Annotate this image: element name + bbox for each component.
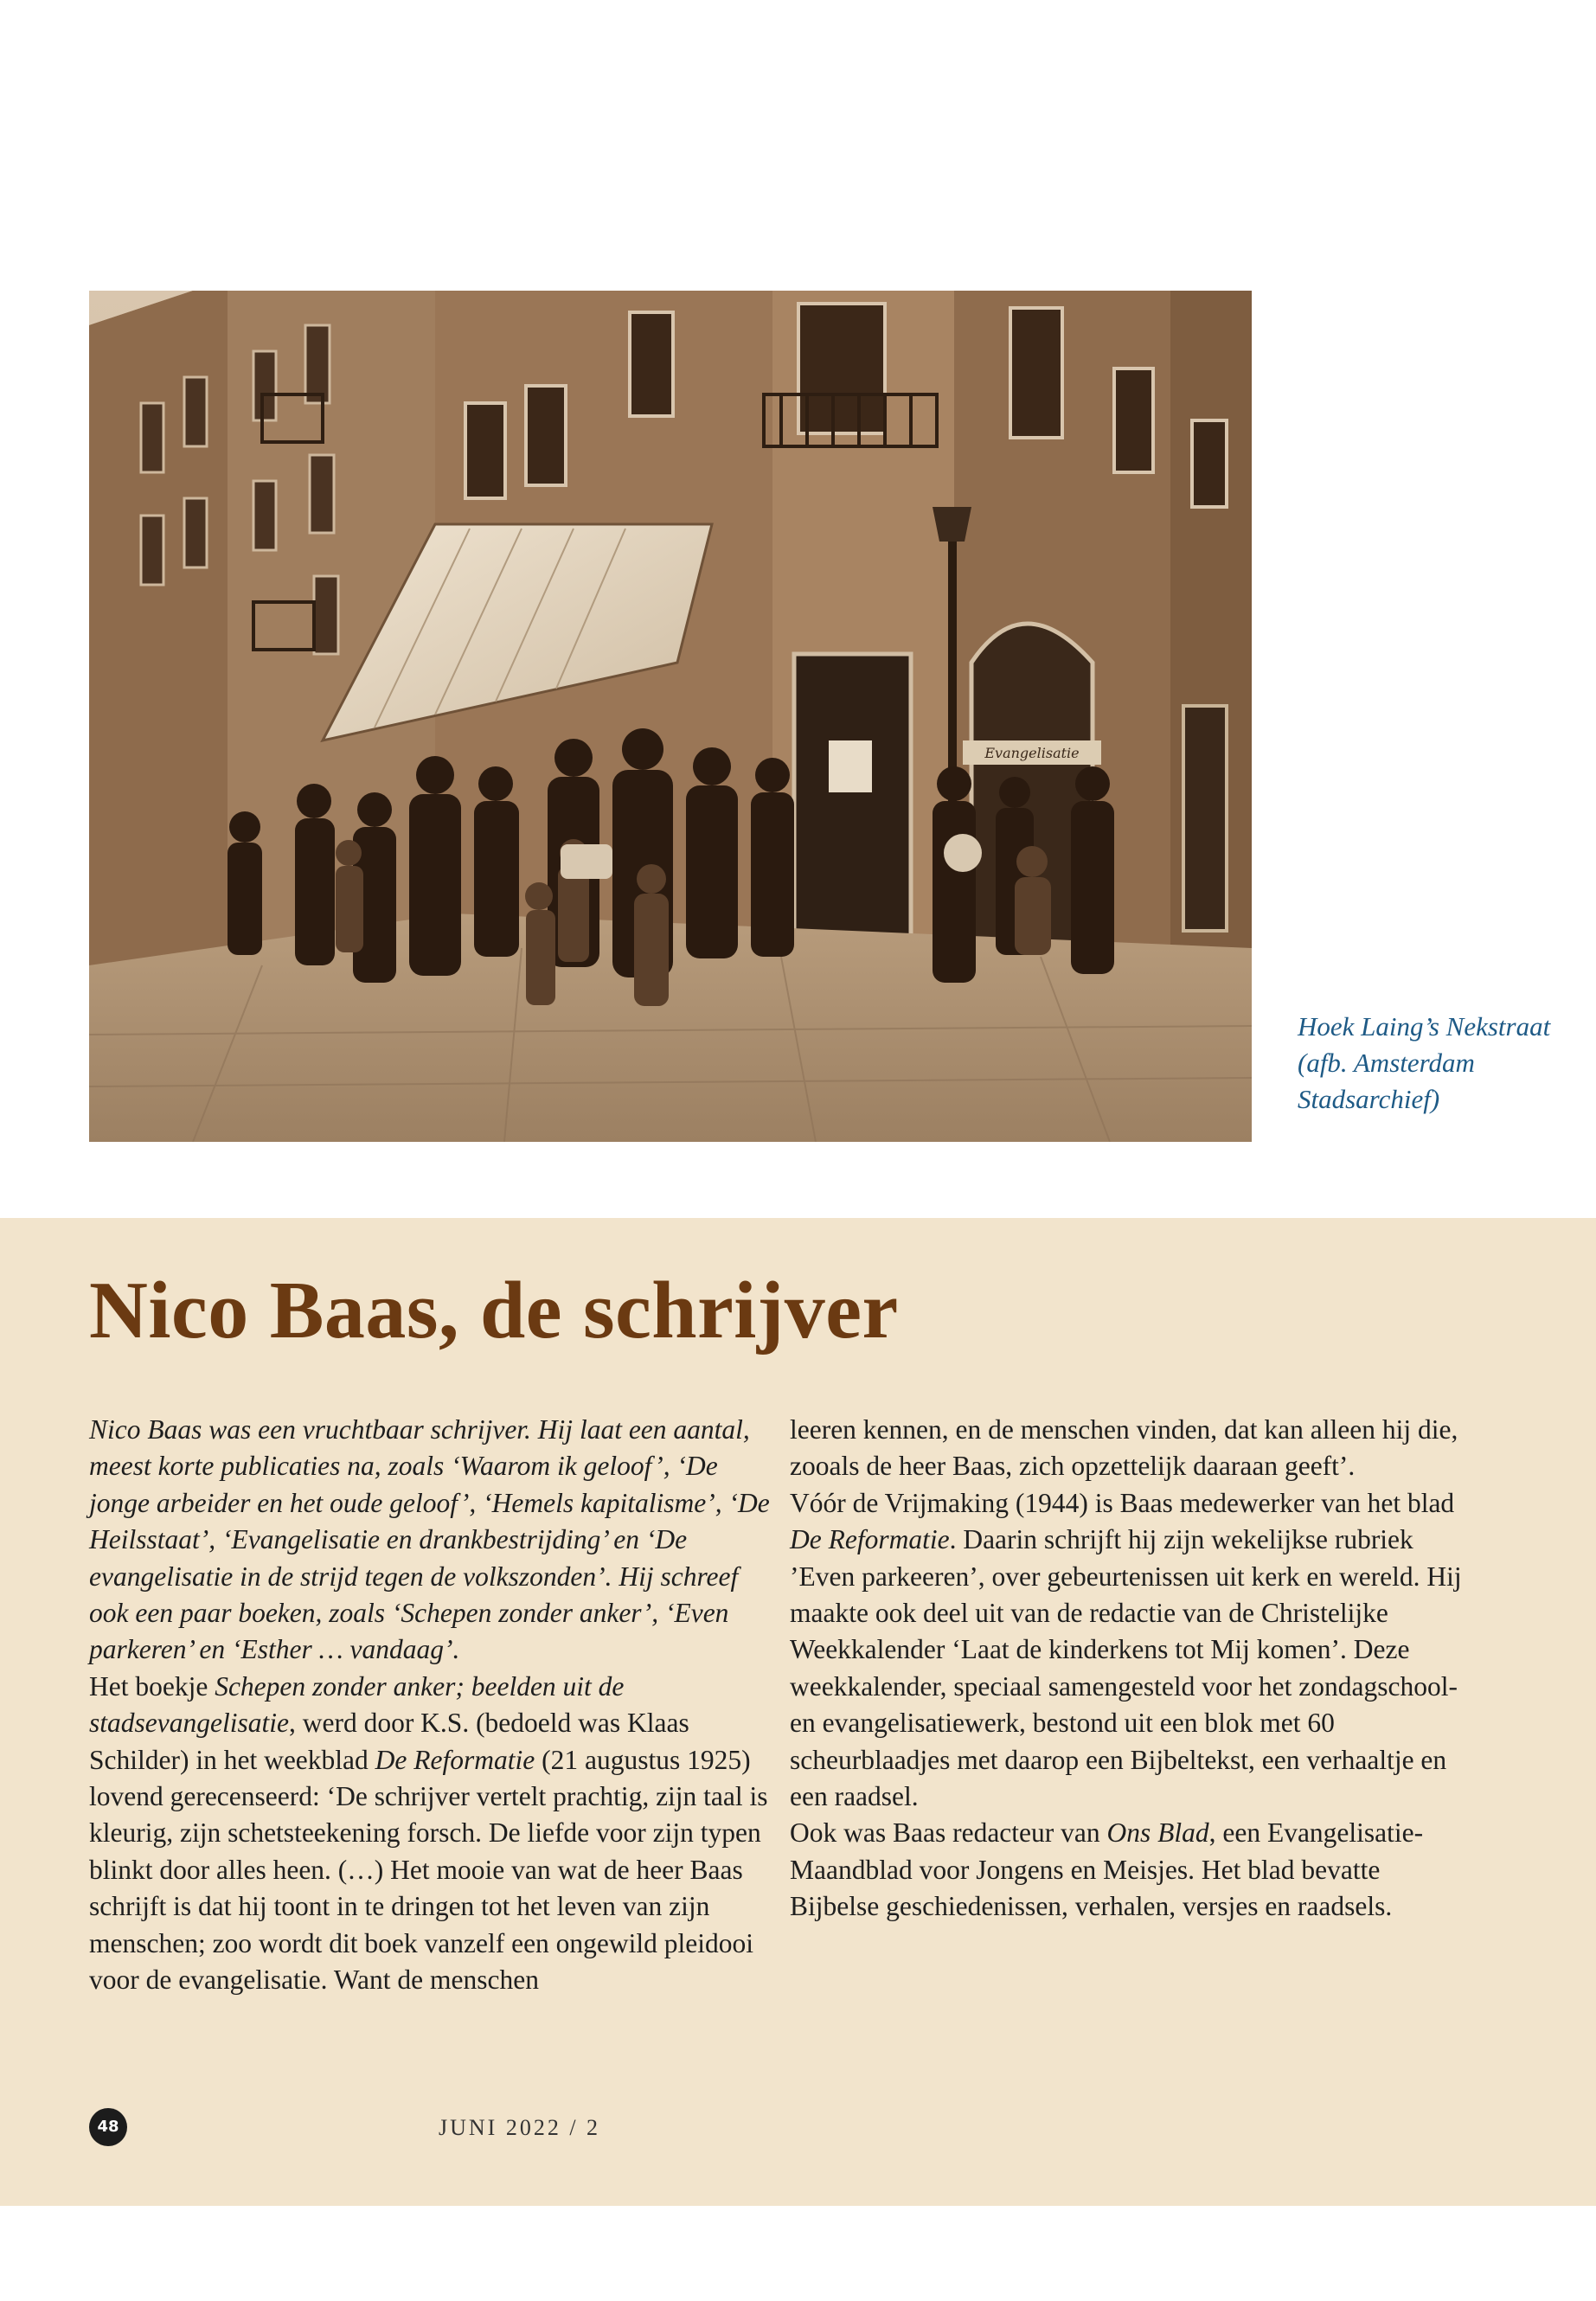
article-title: Nico Baas, de schrijver (89, 1266, 899, 1356)
street-photo (89, 291, 1252, 1142)
page-number-badge: 48 (89, 2108, 127, 2146)
photo-caption: Hoek Laing’s Nekstraat (afb. Amsterdam Stadsarchief) (1298, 1011, 1551, 1114)
issue-label: JUNI 2022 / 2 (439, 2115, 601, 2140)
article-column-right (790, 1412, 1471, 1926)
shop-sign: Evangelisatie (984, 745, 1080, 761)
article-column-left (89, 1412, 771, 1999)
intro-paragraph: Nico Baas was een vruchtbaar schrijver. Hij laat een aantal, meest korte publicaties na, zoals ‘Waarom ik geloof’, ‘De jonge arbeider en het oude geloof’, ‘Hemels kapitalisme’, ‘De Heilsstaat’, ‘Evangelisatie en drankbestrijding’ en ‘De evangelisatie in de strijd tegen de volkszonden’. Hij schreef ook een paar boeken, zoals ‘Schepen zonder anker’, ‘Even parkeren’ en ‘Esther … vandaag’. (89, 1414, 770, 1665)
reformatie-paragraph: Vóór de Vrijmaking (1944) is Baas medewerker van het blad De Reformatie. Daarin schrijft hij zijn wekelijkse rubriek ’Even parkeeren’, over gebeurtenissen uit kerk en wereld. Hij maakte ook deel uit van de redactie van de Christelijke Weekkalender ‘Laat de kinderkens tot Mij komen’. Deze weekkalender, speciaal samengesteld voor het zondagschool- en evangelisatiewerk, bestond uit een blok met 60 scheurblaadjes met daarop een Bijbeltekst, een verhaaltje en een raadsel. (790, 1487, 1462, 1812)
review-paragraph: Het boekje Schepen zonder anker; beelden uit de stadsevangelisatie, werd door K.S. (bedoeld was Klaas Schilder) in het weekblad De Reformatie (21 augustus 1925) lovend gerecenseerd: ‘De schrijver vertelt prachtig, zijn taal is kleurig, zijn schetsteekening forsch. De liefde voor zijn typen blinkt door alles heen. (…) Het mooie van wat de heer Baas schrijft is dat hij toont in te dringen tot het leven van zijn menschen; zoo wordt dit boek vanzelf een ongewild pleidooi voor de evangelisatie. Want de menschen (89, 1670, 768, 1996)
ons-blad-paragraph: Ook was Baas redacteur van Ons Blad, een Evangelisatie-Maandblad voor Jongens en Meisjes. Het blad bevatte Bijbelse geschiedenissen, verhalen, versjes en raadsels. (790, 1817, 1424, 1922)
review-paragraph-continued: leeren kennen, en de menschen vinden, dat kan alleen hij die, zooals de heer Baas, zich opzettelijk daaraan geeft’. (790, 1414, 1458, 1482)
